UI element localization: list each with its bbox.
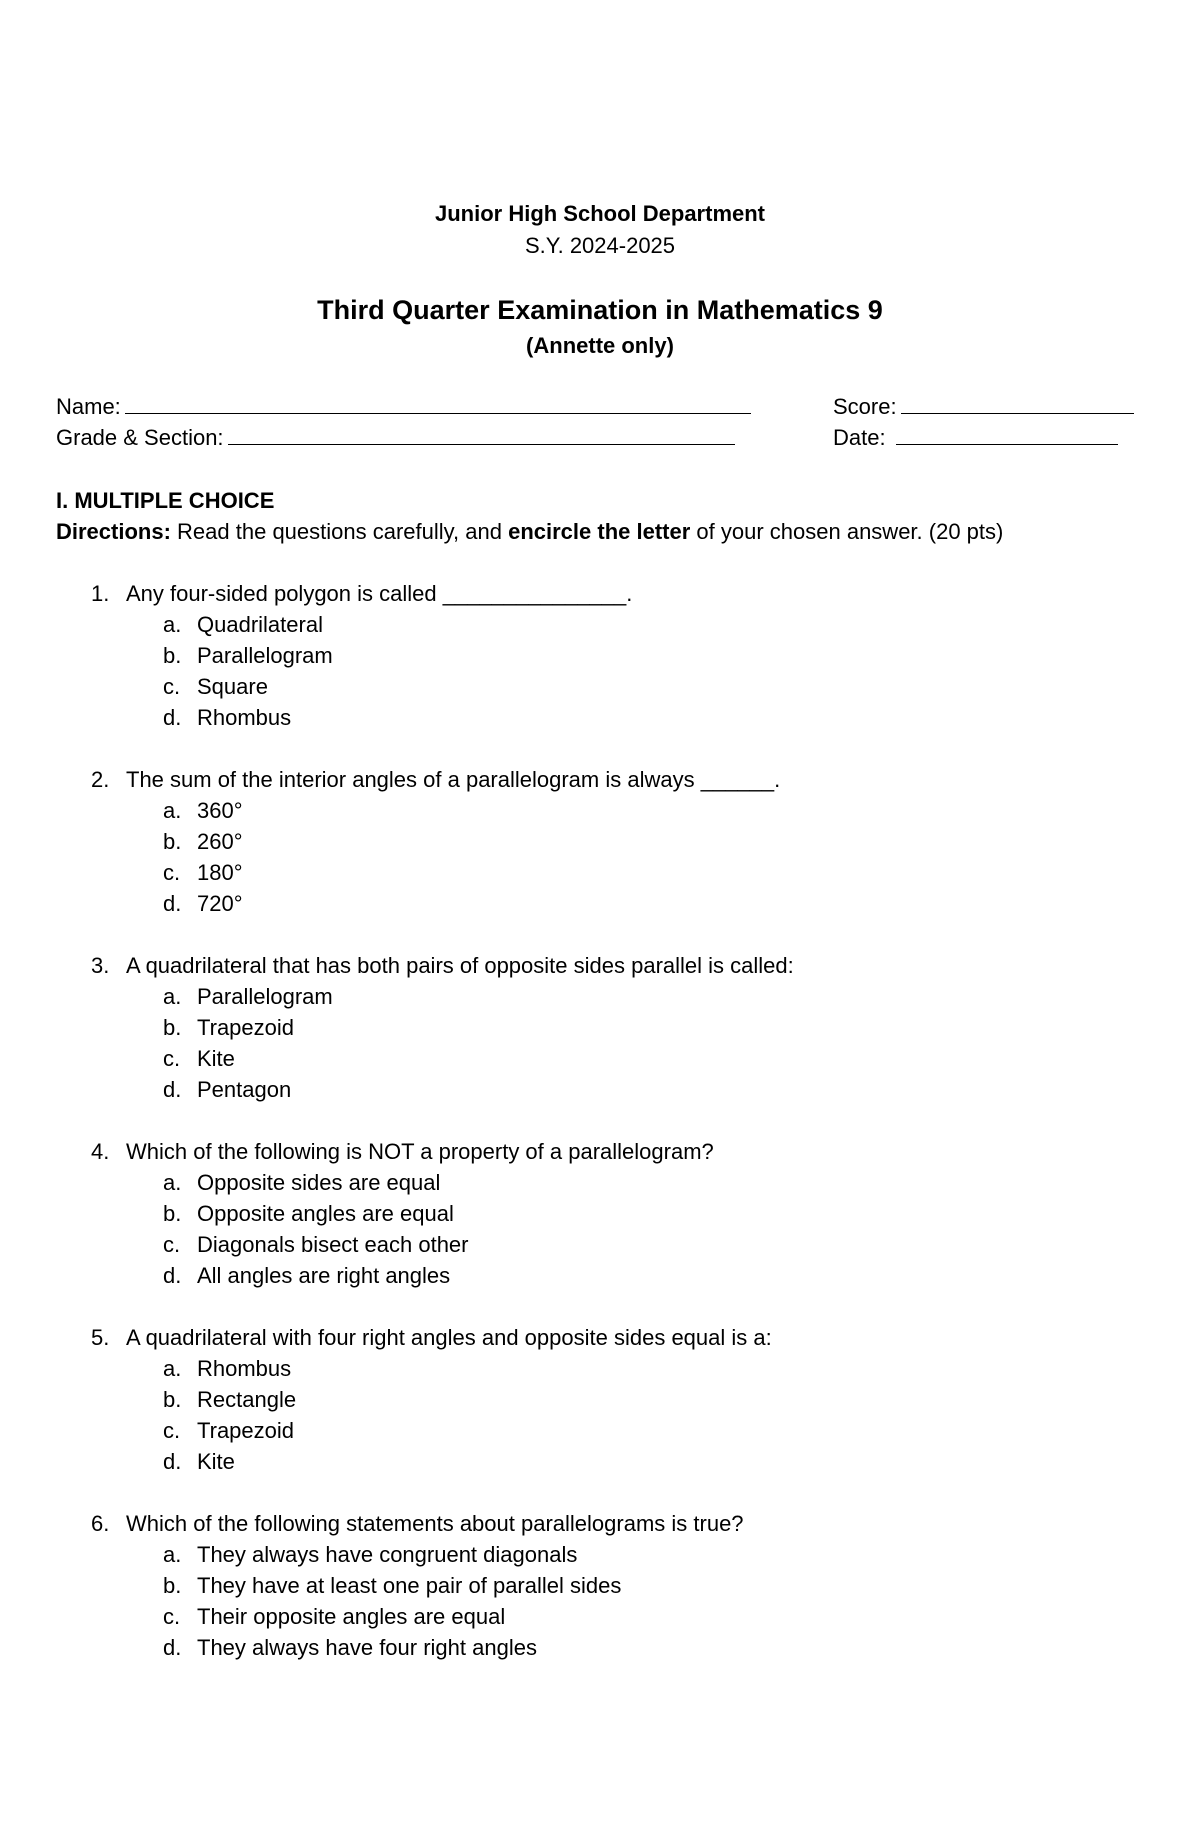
question-stem [0,1325,1200,1356]
question-number: 4. [91,1139,110,1164]
question-text: Any four-sided polygon is called _______________. [126,581,633,606]
question-number: 3. [91,953,110,978]
question-number: 2. [91,767,110,792]
choice-letter[interactable]: a. [163,798,182,823]
name-field[interactable] [56,394,751,420]
grade-section-blank-line[interactable] [228,426,735,445]
school-year: S.Y. 2024-2025 [524,233,676,258]
score-field[interactable] [833,394,1134,420]
question-stem [0,1139,1200,1170]
directions-text-1: Read the questions carefully, and [177,519,502,544]
choice-letter[interactable]: c. [163,1604,181,1629]
choice-letter[interactable]: c. [163,860,181,885]
question-number: 5. [91,1325,110,1350]
department-heading: Junior High School Department [434,201,766,226]
directions-text-2: of your chosen answer. (20 pts) [696,519,1004,544]
directions-label: Directions: [56,519,171,544]
choice-letter[interactable]: b. [163,1387,182,1412]
choice-b[interactable] [0,643,1200,674]
choice-c[interactable] [0,1046,1200,1077]
choice-letter[interactable]: a. [163,1356,182,1381]
choice-a[interactable] [0,612,1200,643]
choice-letter[interactable]: d. [163,1449,182,1474]
section-heading: I. MULTIPLE CHOICE [56,488,275,513]
choice-b[interactable] [0,1201,1200,1232]
choice-d[interactable] [0,1635,1200,1666]
choice-a[interactable] [0,798,1200,829]
choice-letter[interactable]: a. [163,612,182,637]
question-2 [0,767,1200,922]
choice-letter[interactable]: a. [163,1542,182,1567]
choice-text: Their opposite angles are equal [197,1604,506,1629]
choice-text: Diagonals bisect each other [197,1232,469,1257]
exam-title: Third Quarter Examination in Mathematics 9 [317,295,883,325]
choice-text: Trapezoid [197,1015,295,1040]
choice-b[interactable] [0,1015,1200,1046]
date-field[interactable] [833,425,1118,451]
choice-letter[interactable]: a. [163,1170,182,1195]
question-4 [0,1139,1200,1294]
choice-b[interactable] [0,1387,1200,1418]
choice-text: Kite [197,1046,235,1071]
choice-d[interactable] [0,705,1200,736]
choice-text: 360° [197,798,243,823]
question-text: The sum of the interior angles of a parallelogram is always ______. [126,767,781,792]
choice-text: Opposite sides are equal [197,1170,441,1195]
choice-text: 720° [197,891,243,916]
date-label: Date: [833,425,886,450]
choice-text: Trapezoid [197,1418,295,1443]
question-stem [0,1511,1200,1542]
choice-letter[interactable]: b. [163,1573,182,1598]
question-stem [0,767,1200,798]
choice-letter[interactable]: d. [163,1077,182,1102]
date-blank-line[interactable] [896,426,1118,445]
choice-d[interactable] [0,891,1200,922]
question-text: Which of the following statements about parallelograms is true? [126,1511,744,1536]
question-stem [0,581,1200,612]
choice-a[interactable] [0,1356,1200,1387]
choice-d[interactable] [0,1263,1200,1294]
choice-c[interactable] [0,1604,1200,1635]
choice-b[interactable] [0,829,1200,860]
directions [56,519,1003,545]
choice-a[interactable] [0,984,1200,1015]
question-number: 1. [91,581,110,606]
choice-a[interactable] [0,1170,1200,1201]
grade-section-field[interactable] [56,425,735,451]
choice-d[interactable] [0,1449,1200,1480]
choice-text: Pentagon [197,1077,292,1102]
directions-bold: encircle the letter [508,519,691,544]
choice-letter[interactable]: a. [163,984,182,1009]
choice-c[interactable] [0,674,1200,705]
choice-text: Rhombus [197,705,292,730]
choice-letter[interactable]: b. [163,829,182,854]
choice-letter[interactable]: d. [163,1263,182,1288]
choice-c[interactable] [0,1232,1200,1263]
choice-letter[interactable]: c. [163,1046,181,1071]
question-6 [0,1511,1200,1666]
name-label: Name: [56,394,121,419]
choice-text: They have at least one pair of parallel sides [197,1573,622,1598]
score-blank-line[interactable] [901,395,1134,414]
choice-letter[interactable]: d. [163,891,182,916]
question-text: A quadrilateral with four right angles and opposite sides equal is a: [126,1325,772,1350]
choice-text: They always have four right angles [197,1635,537,1660]
choice-a[interactable] [0,1542,1200,1573]
question-1 [0,581,1200,736]
question-text: A quadrilateral that has both pairs of opposite sides parallel is called: [126,953,794,978]
choice-letter[interactable]: b. [163,1015,182,1040]
choice-letter[interactable]: c. [163,674,181,699]
grade-section-label: Grade & Section: [56,425,224,450]
choice-text: Parallelogram [197,984,333,1009]
choice-text: Square [197,674,268,699]
choice-d[interactable] [0,1077,1200,1108]
choice-text: They always have congruent diagonals [197,1542,578,1567]
choice-text: Quadrilateral [197,612,323,637]
question-text: Which of the following is NOT a property of a parallelogram? [126,1139,714,1164]
question-number: 6. [91,1511,110,1536]
choice-letter[interactable]: d. [163,705,182,730]
score-label: Score: [833,394,897,419]
choice-c[interactable] [0,860,1200,891]
question-5 [0,1325,1200,1480]
question-stem [0,953,1200,984]
choice-text: Rhombus [197,1356,292,1381]
choice-letter[interactable]: c. [163,1232,181,1257]
question-list [0,581,1200,1697]
exam-subtitle: (Annette only) [526,333,674,358]
choice-text: Opposite angles are equal [197,1201,454,1226]
choice-text: 180° [197,860,243,885]
choice-text: Kite [197,1449,235,1474]
question-3 [0,953,1200,1108]
choice-text: Rectangle [197,1387,297,1412]
choice-text: Parallelogram [197,643,333,668]
choice-b[interactable] [0,1573,1200,1604]
name-blank-line[interactable] [125,395,751,414]
choice-letter[interactable]: b. [163,643,182,668]
choice-letter[interactable]: d. [163,1635,182,1660]
choice-c[interactable] [0,1418,1200,1449]
choice-letter[interactable]: c. [163,1418,181,1443]
choice-text: All angles are right angles [197,1263,451,1288]
choice-letter[interactable]: b. [163,1201,182,1226]
choice-text: 260° [197,829,243,854]
